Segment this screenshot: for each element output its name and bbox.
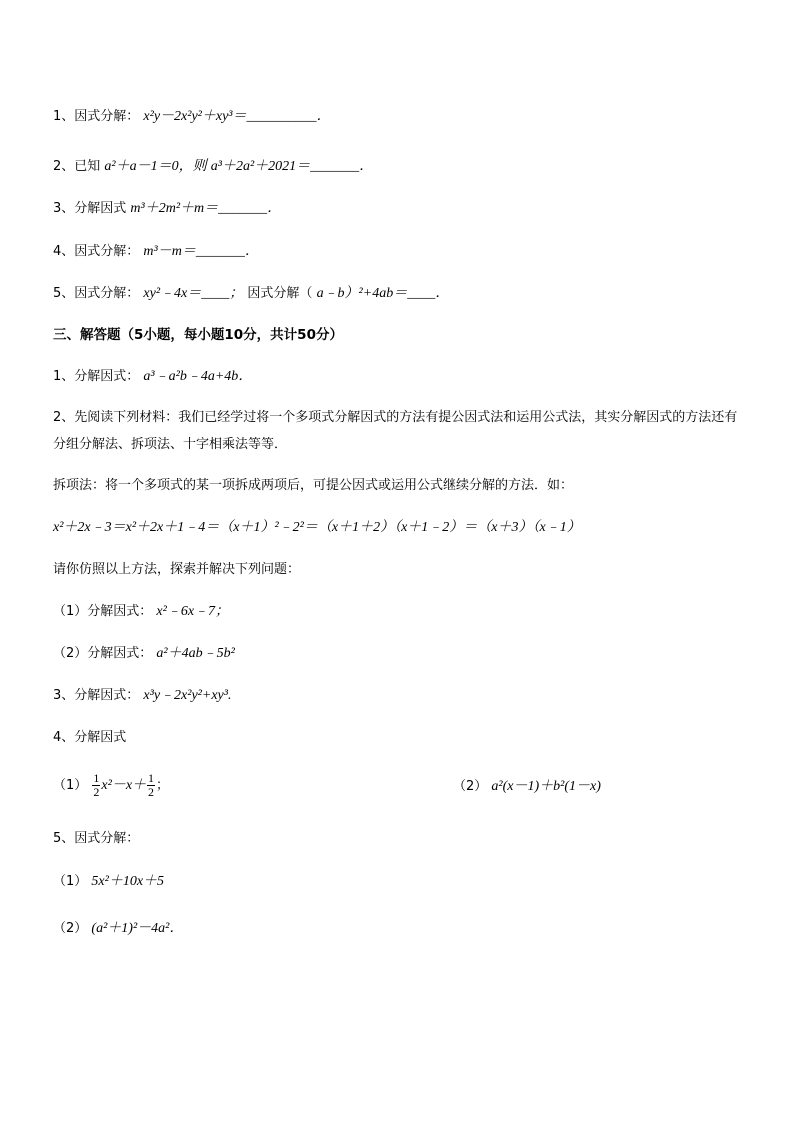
question-2-expression: a³＋2a²＋2021＝_______． bbox=[210, 159, 374, 174]
question-3 bbox=[53, 200, 281, 218]
fraction-one-half bbox=[92, 772, 100, 799]
question-3-label: 3、分解因式 bbox=[53, 201, 127, 216]
question-4 bbox=[53, 243, 259, 261]
answer-5-label: 5、因式分解： bbox=[53, 831, 140, 846]
fraction-denominator: 2 bbox=[93, 785, 100, 799]
answer-4-part-1-end: ； bbox=[156, 778, 170, 793]
question-5 bbox=[53, 285, 449, 303]
answer-1-label: 1、分解因式： bbox=[53, 369, 140, 384]
answer-5-part-1-label: （1） bbox=[53, 874, 88, 889]
answer-3-expression: x³y﹣2x²y²+xy³. bbox=[143, 688, 232, 703]
answer-4-label: 4、分解因式 bbox=[53, 730, 127, 745]
answer-2-part-2-label: （2）分解因式： bbox=[53, 646, 153, 661]
answer-3-label: 3、分解因式： bbox=[53, 688, 140, 703]
answer-5-part-1 bbox=[53, 873, 164, 891]
question-4-expression: m³－m＝_______． bbox=[143, 244, 259, 259]
answer-1 bbox=[53, 368, 252, 386]
answer-2-part-1 bbox=[53, 603, 229, 621]
answer-5-part-2-label: （2） bbox=[53, 921, 88, 936]
answer-4-part-1-middle: x²－x＋ bbox=[101, 778, 147, 793]
answer-2-intro: 2、先阅读下列材料：我们已经学过将一个多项式分解因式的方法有提公因式法和运用公式法，其实分解因式的方法还有分组分解法、拆项法、十字相乘法等等． bbox=[53, 410, 738, 452]
answer-2-part-2-expression: a²＋4ab﹣5b² bbox=[156, 646, 235, 661]
answer-2-part-2 bbox=[53, 645, 235, 663]
answer-4-part-1 bbox=[53, 771, 169, 801]
question-5-expression-2: a﹣b）²+4ab＝____． bbox=[316, 286, 450, 301]
fraction-denominator: 2 bbox=[148, 785, 155, 799]
answer-4-part-2-label: （2） bbox=[453, 779, 488, 794]
answer-5-part-2 bbox=[53, 920, 183, 938]
answer-2-example: x²＋2x﹣3＝x²＋2x＋1﹣4＝（x＋1）²﹣2²＝（x＋1＋2）（x＋1﹣2）＝（x＋3）（x﹣1） bbox=[53, 520, 581, 535]
section-3-title: 三、解答题（5小题，每小题10分，共计50分） bbox=[53, 327, 343, 343]
question-3-expression: m³＋2m²＋m＝_______． bbox=[130, 201, 282, 216]
answer-3 bbox=[53, 687, 231, 705]
question-1-expression: x²y－2x²y²＋xy³＝__________． bbox=[143, 109, 331, 124]
question-5-expression-1: xy²﹣4x＝____； bbox=[143, 286, 244, 301]
question-2-label: 2、已知 bbox=[53, 159, 101, 174]
answer-2-instruction: 请你仿照以上方法，探索并解决下列问题： bbox=[53, 562, 301, 577]
answer-4-part-1-label: （1） bbox=[53, 778, 88, 793]
answer-5-part-2-expression: (a²＋1)²－4a²． bbox=[91, 921, 184, 936]
answer-5-part-1-expression: 5x²＋10x＋5 bbox=[91, 874, 165, 889]
answer-4-part-2 bbox=[453, 778, 601, 796]
question-5-label: 5、因式分解： bbox=[53, 286, 140, 301]
question-1-label: 1、因式分解： bbox=[53, 109, 140, 124]
question-2-condition: a²＋a－1＝0，则 bbox=[104, 159, 207, 174]
answer-2-method: 拆项法：将一个多项式的某一项拆成两项后，可提公因式或运用公式继续分解的方法．如： bbox=[53, 478, 574, 493]
question-2 bbox=[53, 158, 373, 176]
question-1 bbox=[53, 108, 331, 126]
fraction-numerator: 1 bbox=[148, 771, 155, 785]
answer-2-part-1-label: （1）分解因式： bbox=[53, 604, 153, 619]
question-4-label: 4、因式分解： bbox=[53, 244, 140, 259]
answer-1-expression: a³﹣a²b﹣4a+4b． bbox=[143, 369, 253, 384]
fraction-one-half-2 bbox=[147, 772, 155, 799]
question-5-mid: 因式分解（ bbox=[247, 286, 313, 301]
fraction-numerator: 1 bbox=[93, 771, 100, 785]
answer-2-part-1-expression: x²﹣6x﹣7； bbox=[156, 604, 230, 619]
answer-4-part-2-expression: a²(x－1)＋b²(1－x) bbox=[491, 779, 601, 794]
